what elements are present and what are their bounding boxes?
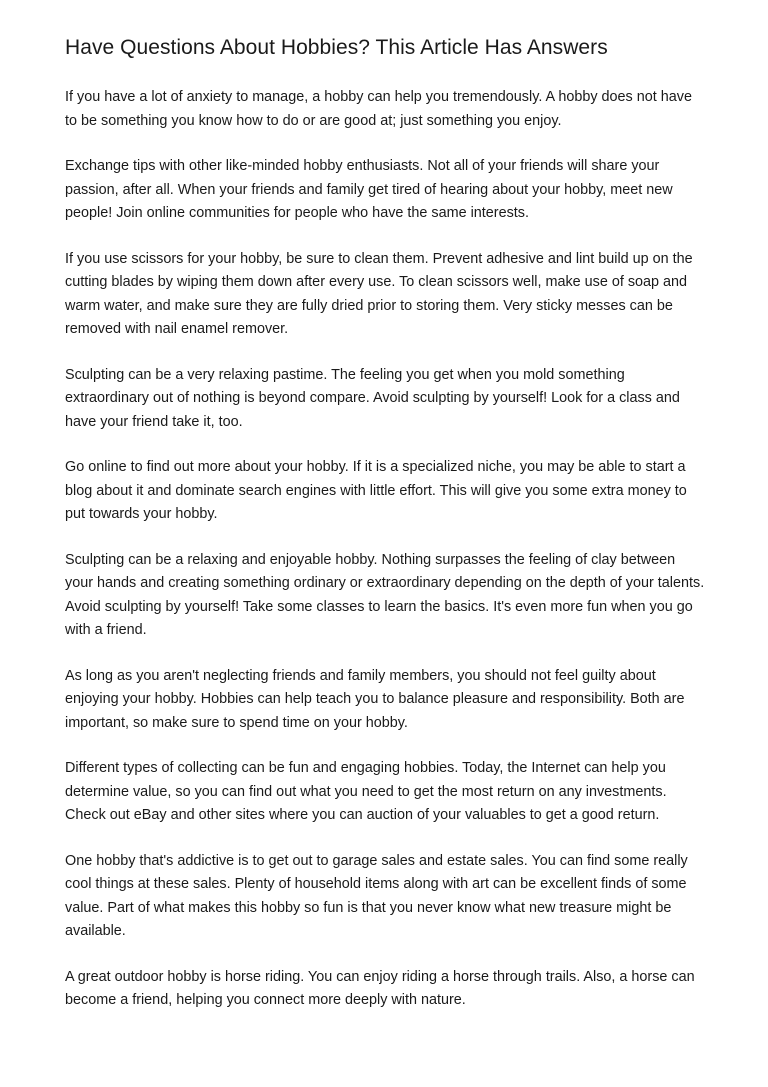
paragraph-collecting: Different types of collecting can be fun and engaging hobbies. Today, the Internet can help you determine value, so you can find out what you need to get the most return on any investments. Check out eBay and other sites where you can auction of your valuables to get a good return. — [65, 760, 667, 823]
paragraph-horse-riding: A great outdoor hobby is horse riding. You can enjoy riding a horse through trails. Also, a horse can become a friend, helping you connect more deeply with nature. — [65, 968, 695, 1008]
paragraph-go-online: Go online to find out more about your hobby. If it is a specialized niche, you may be able to start a blog about it and dominate search engines with little effort. This will give you some extra money to put towards your hobby. — [65, 459, 687, 522]
document-page — [65, 34, 705, 1035]
paragraph-scissors: If you use scissors for your hobby, be sure to clean them. Prevent adhesive and lint build up on the cutting blades by wiping them down after every use. To clean scissors well, make use of soap and warm water, and make sure they are fully dried prior to storing them. Very sticky messes can be removed with nail enamel remover. — [65, 250, 693, 337]
paragraph-anxiety: If you have a lot of anxiety to manage, a hobby can help you tremendously. A hobby does not have to be something you know how to do or are good at; just something you enjoy. — [65, 89, 692, 129]
paragraph-sculpting-enjoyable: Sculpting can be a relaxing and enjoyable hobby. Nothing surpasses the feeling of clay between your hands and creating something ordinary or extraordinary depending on the depth of your talents. Avoid sculpting by yourself! Take some classes to learn the basics. It's even more fun when you go with a friend. — [65, 551, 705, 638]
paragraph-garage-sales: One hobby that's addictive is to get out to garage sales and estate sales. You can find some really cool things at these sales. Plenty of household items along with art can be excellent finds of some value. Part of what makes this hobby so fun is that you never know what new treasure might be available. — [65, 852, 688, 939]
paragraph-exchange-tips: Exchange tips with other like-minded hobby enthusiasts. Not all of your friends will share your passion, after all. When your friends and family get tired of hearing about your hobby, meet new people! Join online communities for people who have the same interests. — [65, 158, 673, 221]
article-title: Have Questions About Hobbies? This Article Has Answers — [65, 36, 608, 59]
paragraph-not-guilty: As long as you aren't neglecting friends and family members, you should not feel guilty about enjoying your hobby. Hobbies can help teach you to balance pleasure and responsibility. Both are important, so make sure to spend time on your hobby. — [65, 667, 685, 731]
paragraph-sculpting-pastime: Sculpting can be a very relaxing pastime. The feeling you get when you mold something extraordinary out of nothing is beyond compare. Avoid sculpting by yourself! Look for a class and have your friend take it, too. — [65, 366, 680, 430]
